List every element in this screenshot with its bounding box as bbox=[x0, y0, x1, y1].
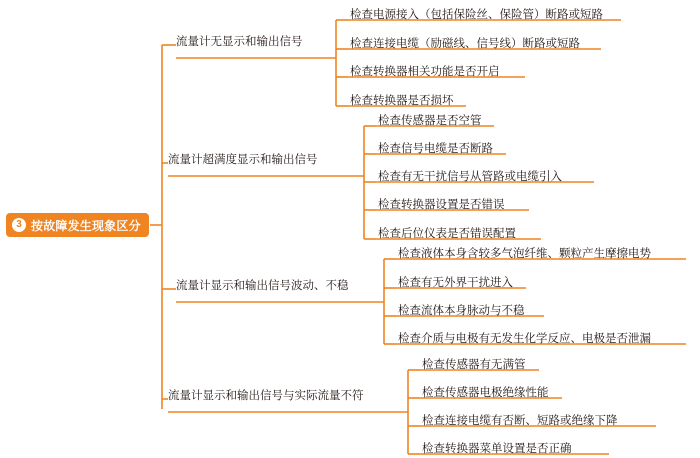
leaf-label[interactable]: 检查传感器电极绝缘性能 bbox=[422, 387, 549, 399]
root-badge: 3 bbox=[12, 218, 26, 232]
leaf-label[interactable]: 检查转换器相关功能是否开启 bbox=[350, 66, 500, 78]
leaf-label[interactable]: 检查流体本身脉动与不稳 bbox=[398, 305, 525, 317]
leaf-label[interactable]: 检查传感器是否空管 bbox=[378, 115, 482, 127]
leaf-label[interactable]: 检查后位仪表是否错误配置 bbox=[378, 228, 516, 240]
root-label: 按故障发生现象区分 bbox=[31, 218, 141, 233]
branch-label[interactable]: 流量计显示和输出信号波动、不稳 bbox=[176, 280, 349, 292]
root-node[interactable] bbox=[6, 213, 149, 237]
leaf-label[interactable]: 检查液体本身含较多气泡纤维、颗粒产生摩擦电势 bbox=[398, 248, 651, 260]
leaf-label[interactable]: 检查信号电缆是否断路 bbox=[378, 143, 493, 155]
branch-label[interactable]: 流量计显示和输出信号与实际流量不符 bbox=[168, 390, 364, 402]
leaf-label[interactable]: 检查转换器菜单设置是否正确 bbox=[422, 443, 572, 455]
leaf-label[interactable]: 检查连接电缆（励磁线、信号线）断路或短路 bbox=[350, 38, 580, 50]
leaf-label[interactable]: 检查传感器有无满管 bbox=[422, 359, 526, 371]
leaf-label[interactable]: 检查转换器是否损坏 bbox=[350, 95, 454, 107]
branch-label[interactable]: 流量计无显示和输出信号 bbox=[176, 36, 303, 48]
branch-label[interactable]: 流量计超满度显示和输出信号 bbox=[168, 154, 318, 166]
leaf-label[interactable]: 检查连接电缆有否断、短路或绝缘下降 bbox=[422, 415, 618, 427]
leaf-label[interactable]: 检查转换器设置是否错误 bbox=[378, 199, 505, 211]
leaf-label[interactable]: 检查有无外界干扰进入 bbox=[398, 277, 513, 289]
leaf-label[interactable]: 检查有无干扰信号从管路或电缆引入 bbox=[378, 171, 562, 183]
leaf-label[interactable]: 检查电源接入（包括保险丝、保险管）断路或短路 bbox=[350, 9, 603, 21]
leaf-label[interactable]: 检查介质与电极有无发生化学反应、电极是否泄漏 bbox=[398, 333, 651, 345]
